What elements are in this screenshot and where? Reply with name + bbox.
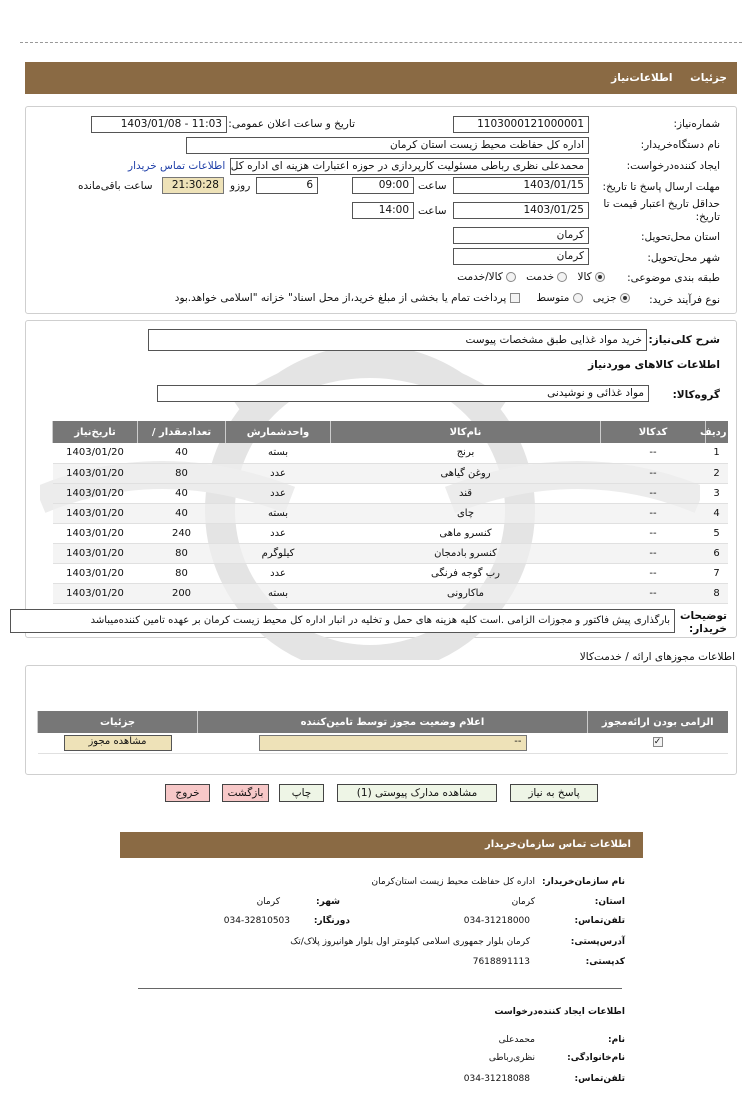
row-index: 8	[706, 583, 728, 603]
address-value: کرمان بلوار جمهوری اسلامی کیلومتر اول بلوار هوانیروز پلاک/تک	[290, 937, 530, 947]
row-date: 1403/01/20	[53, 563, 138, 583]
table-row	[53, 443, 728, 463]
need-no-field: 1103000121000001	[453, 116, 589, 133]
row-qty: 80	[138, 463, 226, 483]
city-contact-value: کرمان	[256, 897, 280, 907]
name-value: محمدعلی	[498, 1035, 535, 1045]
row-name: روغن گیاهی	[331, 463, 601, 483]
row-name: کنسرو ماهی	[331, 523, 601, 543]
table-row	[53, 583, 728, 603]
row-unit: عدد	[226, 463, 331, 483]
permits-table-header	[38, 711, 728, 733]
table-row	[53, 563, 728, 583]
col-mandatory: الزامی بودن ارائه‌مجوز	[588, 711, 728, 733]
city-contact-label: شهر:	[316, 897, 340, 907]
col-details: جزئیات	[38, 711, 198, 733]
row-code: --	[601, 463, 706, 483]
category-service-radio[interactable]	[557, 272, 567, 282]
row-unit: بسته	[226, 443, 331, 463]
row-index: 6	[706, 543, 728, 563]
province-label: استان محل‌تحویل:	[640, 231, 720, 243]
creator-phone-value: 034-31218088	[463, 1074, 530, 1084]
row-code: --	[601, 503, 706, 523]
province-contact-value: کرمان	[511, 897, 535, 907]
creator-field: محمدعلی نظری رباطی مسئولیت کارپردازی در حوزه اعتبارات هزینه ای اداره کل	[230, 158, 589, 175]
row-name: کنسرو بادمجان	[331, 543, 601, 563]
tab-details[interactable]: جزئیات	[690, 72, 727, 84]
address-label: آدرس‌پستی:	[570, 937, 625, 947]
back-button[interactable]: بازگشت	[222, 784, 269, 802]
remaining-label: ساعت باقی‌مانده	[78, 180, 153, 192]
notes-field: بارگذاری پیش فاکتور و مجوزات الزامی .است کلیه هزینه های حمل و تخلیه در انبار اداره کل محیط زیست کرمان بر عهده تامین کننده‌میباشد	[10, 609, 675, 633]
print-button[interactable]: چاپ	[279, 784, 324, 802]
permits-title: اطلاعات مجوزهای ارائه / خدمت‌کالا	[579, 651, 735, 663]
permit-row	[38, 733, 728, 753]
col-status: اعلام وضعیت مجوز توسط تامین‌کننده	[198, 711, 588, 733]
creator-info-title: اطلاعات ایجاد کننده‌درخواست	[494, 1007, 625, 1017]
phone-label: تلفن‌تماس:	[574, 916, 625, 926]
validity-time-field: 14:00	[352, 202, 414, 219]
group-field: مواد غذائی و نوشیدنی	[157, 385, 649, 402]
row-unit: بسته	[226, 503, 331, 523]
fax-label: دورنگار:	[313, 916, 350, 926]
table-row	[53, 503, 728, 523]
process-label: نوع فرآیند خرید:	[649, 294, 720, 306]
exit-button[interactable]: خروج	[165, 784, 210, 802]
treasury-checkbox[interactable]	[510, 293, 520, 303]
row-date: 1403/01/20	[53, 523, 138, 543]
tab-need-info[interactable]: اطلاعات‌نیاز	[611, 72, 673, 84]
group-label: گروه‌کالا:	[672, 389, 720, 401]
table-row	[53, 523, 728, 543]
notes-label: توضیحات خریدار:	[679, 610, 727, 635]
row-qty: 80	[138, 543, 226, 563]
row-qty: 40	[138, 503, 226, 523]
postal-label: کدپستی:	[585, 957, 625, 967]
row-code: --	[601, 583, 706, 603]
top-divider	[20, 42, 742, 43]
row-name: برنج	[331, 443, 601, 463]
page-header	[25, 62, 737, 94]
row-index: 3	[706, 483, 728, 503]
validity-label: حداقل تاریخ اعتبار قیمت تا تاریخ:	[603, 198, 720, 223]
contact-buyer-link[interactable]: اطلاعات تماس خریدار	[128, 160, 226, 172]
col-unit: واحدشمارش	[226, 421, 331, 443]
province-field: کرمان	[453, 227, 589, 244]
permits-table	[37, 711, 728, 754]
announce-label: تاریخ و ساعت اعلان عمومی:	[228, 118, 355, 130]
row-name: ماکارونی	[331, 583, 601, 603]
row-unit: عدد	[226, 483, 331, 503]
org-value: اداره کل حفاظت محیط زیست استان‌کرمان	[371, 877, 535, 887]
goods-info-title: اطلاعات کالاهای موردنیاز	[588, 359, 720, 371]
summary-label: شرح کلی‌نیاز:	[648, 334, 720, 346]
permit-status-field: --	[259, 735, 527, 751]
row-code: --	[601, 563, 706, 583]
reply-button[interactable]: پاسخ به نیاز	[510, 784, 598, 802]
row-index: 2	[706, 463, 728, 483]
row-qty: 240	[138, 523, 226, 543]
row-code: --	[601, 483, 706, 503]
deadline-time-field: 09:00	[352, 177, 414, 194]
days-field: 6	[256, 177, 318, 194]
table-row	[53, 543, 728, 563]
row-date: 1403/01/20	[53, 583, 138, 603]
col-name: نام‌کالا	[331, 421, 601, 443]
row-name: قند	[331, 483, 601, 503]
city-label: شهر محل‌تحویل:	[647, 252, 720, 264]
row-code: --	[601, 543, 706, 563]
row-qty: 200	[138, 583, 226, 603]
row-unit: بسته	[226, 583, 331, 603]
postal-value: 7618891113	[472, 957, 530, 967]
name-label: نام:	[608, 1035, 625, 1045]
row-date: 1403/01/20	[53, 503, 138, 523]
creator-label: ایجاد کننده‌درخواست:	[626, 160, 720, 172]
need-no-label: شماره‌نیاز:	[673, 118, 720, 130]
deadline-date-field: 1403/01/15	[453, 177, 589, 194]
goods-table-header	[53, 421, 728, 443]
row-name: چای	[331, 503, 601, 523]
table-row	[53, 483, 728, 503]
family-label: نام‌خانوادگی:	[567, 1053, 625, 1063]
row-index: 1	[706, 443, 728, 463]
col-qty: تعدادمقدار /	[138, 421, 226, 443]
table-row	[53, 463, 728, 483]
creator-phone-label: تلفن‌تماس:	[574, 1074, 625, 1084]
process-options: جزیی متوسط پرداخت تمام یا بخشی از مبلغ خرید،از محل اسناد" خزانه "اسلامی خواهد.بود	[175, 292, 630, 304]
row-code: --	[601, 443, 706, 463]
col-date: تاریخ‌نیاز	[53, 421, 138, 443]
row-code: --	[601, 523, 706, 543]
family-value: نظری‌رباطی	[488, 1053, 535, 1063]
fax-value: 034-32810503	[223, 916, 290, 926]
deadline-label: مهلت ارسال پاسخ تا تاریخ:	[602, 181, 720, 193]
row-date: 1403/01/20	[53, 443, 138, 463]
row-index: 7	[706, 563, 728, 583]
category-both-radio[interactable]	[506, 272, 516, 282]
validity-time-label: ساعت	[418, 205, 447, 217]
row-date: 1403/01/20	[53, 543, 138, 563]
row-unit: عدد	[226, 523, 331, 543]
row-qty: 40	[138, 483, 226, 503]
province-contact-label: استان:	[594, 897, 625, 907]
buyer-field: اداره کل حفاظت محیط زیست استان کرمان	[186, 137, 589, 154]
category-label: طبقه بندی موضوعی:	[627, 272, 720, 284]
org-label: نام سازمان‌خریدار:	[541, 877, 625, 887]
deadline-time-label: ساعت	[418, 180, 447, 192]
row-unit: کیلوگرم	[226, 543, 331, 563]
row-qty: 40	[138, 443, 226, 463]
row-index: 5	[706, 523, 728, 543]
summary-field: خرید مواد غذایی طبق مشخصات پیوست	[148, 329, 647, 351]
category-goods-radio[interactable]	[595, 272, 605, 282]
validity-date-field: 1403/01/25	[453, 202, 589, 219]
treasury-text: پرداخت تمام یا بخشی از مبلغ خرید،از محل اسناد" خزانه "اسلامی خواهد.بود	[174, 292, 507, 304]
row-index: 4	[706, 503, 728, 523]
goods-table	[52, 421, 728, 604]
process-minor-radio[interactable]	[620, 293, 630, 303]
row-unit: عدد	[226, 563, 331, 583]
contact-header: اطلاعات تماس سازمان‌خریدار	[120, 832, 643, 858]
col-code: کدکالا	[601, 421, 706, 443]
city-field: کرمان	[453, 248, 589, 265]
phone-value: 034-31218000	[463, 916, 530, 926]
view-permit-button[interactable]: مشاهده مجوز	[64, 735, 172, 751]
days-label: روزو	[230, 180, 251, 192]
announce-field: 1403/01/08 - 11:03	[91, 116, 227, 133]
row-date: 1403/01/20	[53, 463, 138, 483]
attachments-button[interactable]: مشاهده مدارک پیوستی (1)	[337, 784, 497, 802]
row-qty: 80	[138, 563, 226, 583]
row-name: رب گوجه فرنگی	[331, 563, 601, 583]
contact-divider	[138, 988, 622, 989]
remaining-time-field: 21:30:28	[162, 177, 224, 194]
category-options: کالا خدمت کالا/خدمت	[457, 271, 605, 283]
col-row: ردیف	[706, 421, 728, 443]
process-medium-radio[interactable]	[573, 293, 583, 303]
buyer-label: نام دستگاه‌خریدار:	[640, 139, 720, 151]
row-date: 1403/01/20	[53, 483, 138, 503]
mandatory-checkbox: ✓	[653, 737, 662, 748]
